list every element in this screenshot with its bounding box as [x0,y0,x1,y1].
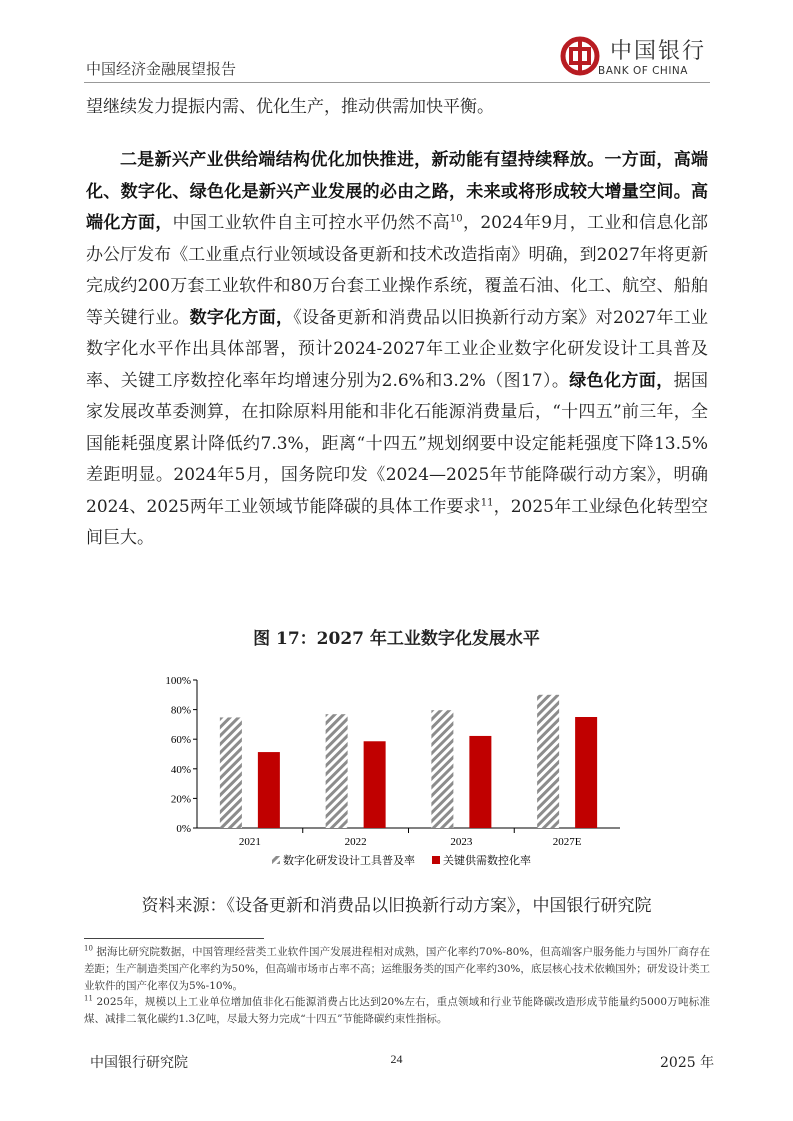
y-tick-label: 100% [165,675,191,687]
x-tick-label: 2027E [552,836,582,848]
footnote-11 [84,994,710,1028]
bank-emblem-icon [560,36,600,76]
footnote-ref: 11 [480,496,494,508]
legend-label: 数字化研发设计工具普及率 [283,855,415,867]
bar-cnc-rate [575,717,597,828]
y-tick-label: 20% [170,793,191,806]
bar-rd-tool-penetration [431,710,453,828]
footnote-number: 11 [84,994,93,1003]
bar-rd-tool-penetration [326,714,348,828]
x-tick-label: 2022 [344,836,367,848]
legend-swatch [272,856,280,864]
footnote-text: 2025年，规模以上工业单位增加值非化石能源消费占比达到20%左右，重点领域和行业节能降碳改造形成节能量约5000万吨标准煤、减排二氧化碳约1.3亿吨，尽最大努力完成“十四五”节能降碳约束性指标。 [84,996,711,1025]
bar-rd-tool-penetration [220,717,242,828]
figure-source: 资料来源：《设备更新和消费品以旧换新行动方案》，中国银行研究院 [141,896,652,916]
bank-logo [560,34,710,82]
legend-label: 关键供需数控化率 [443,855,531,867]
y-tick-label: 40% [170,763,191,776]
paragraph-continuation: 望继续发力提振内需、优化生产，推动供需加快平衡。 [86,97,494,117]
footer-org: 中国银行研究院 [90,1055,188,1071]
body-text: 据国家发展改革委测算，在扣除原料用能和非化石能源消费量后，“十四五”前三年，全国能耗强度累计降低约7.3%，距离“十四五”规划纲要中设定能耗强度下降13.5%差距明显。2024年5月，国务院印发《2024—2025年节能降碳行动方案》，明确2024、2025两年工业领域节能降碳的具体工作要求 [86,370,708,517]
bold-text: 数字化方面， [189,307,294,328]
footnote-divider [84,938,264,939]
bold-text: 二是新兴产业供给端结构优化加快推进，新动能有望持续释放。一方面，高端化、数字化、绿色化是新兴产业发展的必由之路，未来或将形成较大增量空间。 [86,150,708,202]
figure-title: 图 17：2027 年工业数字化发展水平 [253,629,540,649]
logo-chinese-name: 中国银行 [610,39,707,64]
y-tick-label: 80% [170,704,191,717]
legend-swatch [432,856,440,864]
footnote-10 [84,944,710,995]
page-number: 24 [390,1052,403,1066]
y-tick-label: 60% [170,734,191,747]
body-text: ，2025年工业绿色化转型空间巨大。 [86,496,708,548]
bar-cnc-rate [258,752,280,828]
y-tick-label: 0% [176,823,191,835]
x-tick-label: 2023 [450,836,473,848]
body-text: 《设备更新和消费品以旧换新行动方案》对2027年工业数字化水平作出具体部署，预计2024-2027年工业企业数字化研发设计工具普及率、关键工序数控化率年均增速分别为2.6%和3.2%（图17）。 [86,307,709,391]
bold-text: 绿色化方面， [569,370,674,391]
footnote-ref: 10 [449,213,463,225]
logo-english-name: BANK OF CHINA [598,65,688,77]
bar-rd-tool-penetration [537,695,559,828]
body-text: 中国工业软件自主可控水平仍然不高 [172,213,450,233]
bar-chart [150,668,630,873]
report-title: 中国经济金融展望报告 [86,60,237,78]
bar-cnc-rate [469,736,491,828]
bold-text: 高端化方面， [86,181,708,233]
footnote-number: 10 [84,944,93,953]
bar-cnc-rate [364,741,386,828]
paragraph-new-industries [86,145,708,555]
footnote-text: 据海比研究院数据，中国管理经营类工业软件国产发展进程相对成熟，国产化率约70%-80%，但高端客户服务能力与国外厂商存在差距；生产制造类国产化率约为50%，但高端市场市占率不高；运维服务类的国产化率约30%，底层核心技术依赖国外；研发设计类工业软件的国产化率仅为5%-10%。 [84,946,710,992]
x-tick-label: 2021 [238,836,261,848]
footer-year: 2025 年 [660,1055,715,1071]
header-divider [84,82,710,83]
body-text: ，2024年9月，工业和信息化部办公厅发布《工业重点行业领域设备更新和技术改造指南》明确，到2027年将更新完成约200万套工业软件和80万台套工业操作系统，覆盖石油、化工、航空、船舶等关键行业。 [86,213,709,328]
